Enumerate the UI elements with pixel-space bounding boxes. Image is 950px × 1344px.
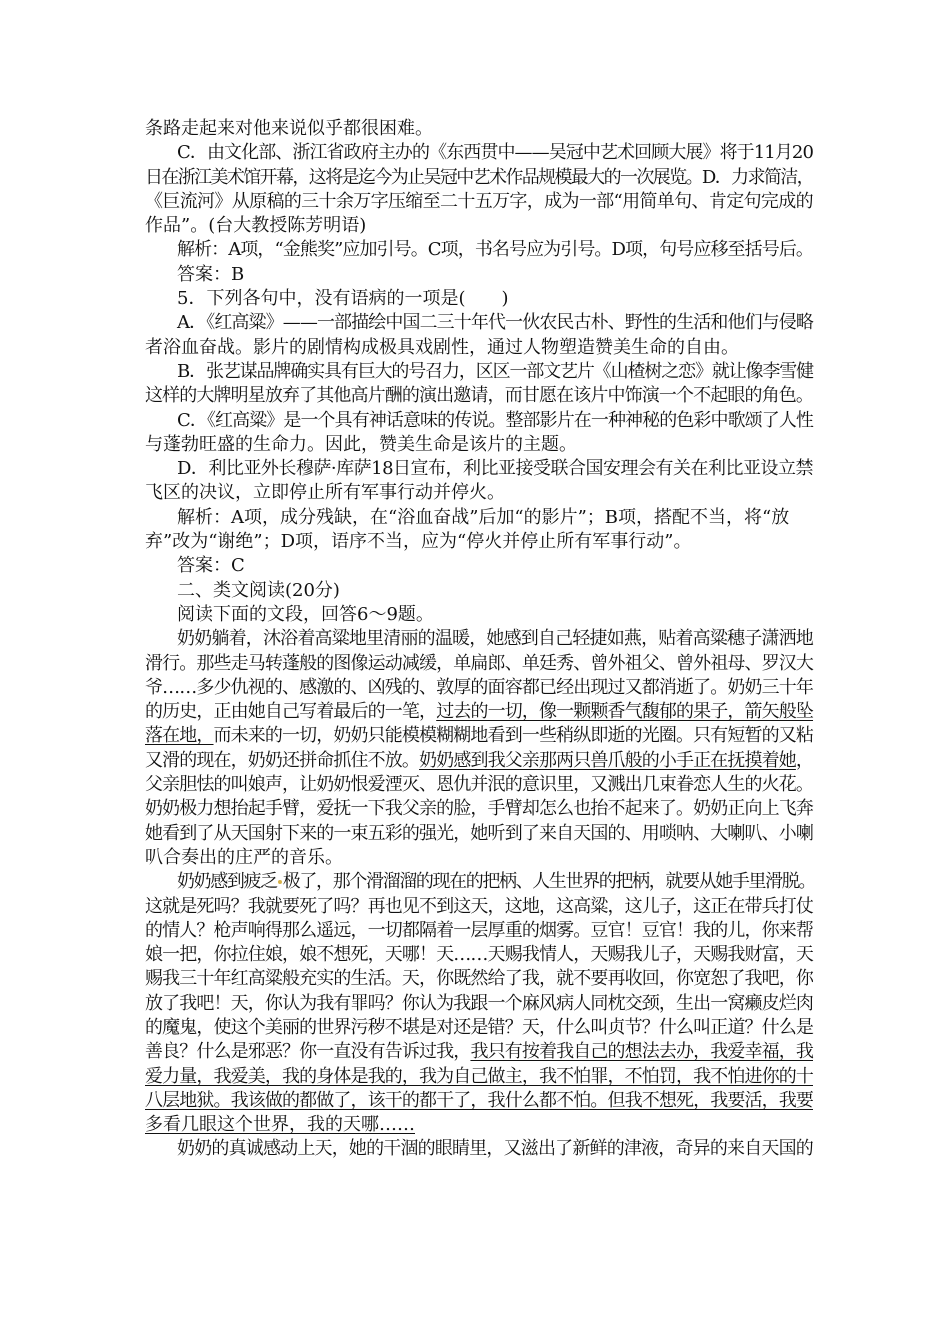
text-segment: 答案：B (177, 263, 245, 285)
text-segment: C．《红高粱》是一个具有神话意味的传说。整部影片在一种神秘的色彩中歌颂了人性 (177, 409, 813, 431)
text-line (145, 895, 813, 919)
text-segment: B．张艺谋品牌确实具有巨大的号召力，区区一部文艺片《山楂树之恋》就让像李雪健 (177, 360, 813, 382)
text-line (145, 433, 813, 457)
text-segment: 奶奶极力想抬起手臂，爱抚一下我父亲的脸，手臂却怎么也抬不起来了。奶奶正向上飞奔 (145, 798, 813, 820)
text-segment: 极了，那个滑溜溜的现在的把柄、人生世界的把柄，就要从她手里滑脱。 (282, 871, 816, 893)
text-line (145, 554, 813, 578)
text-line (145, 579, 813, 603)
text-line (145, 676, 813, 700)
text-line (145, 1089, 813, 1113)
text-line (145, 506, 813, 530)
underlined-text: 多看几眼这个世界，我的天哪…… (145, 1114, 415, 1136)
text-line (145, 1113, 813, 1137)
text-line (145, 724, 813, 748)
text-line (145, 919, 813, 943)
text-segment: 者浴血奋战。影片的剧情构成极具戏剧性，通过人物塑造赞美生命的自由。 (145, 336, 739, 358)
text-segment: 善良？什么是邪恶？你一直没有告诉过我， (145, 1041, 471, 1063)
text-line (145, 627, 813, 651)
text-line (145, 360, 813, 384)
underlined-text: 奶奶感到我父亲那两只兽爪般的小手正在抚摸着她 (419, 749, 796, 771)
text-line (145, 336, 813, 360)
text-segment: 与蓬勃旺盛的生命力。因此，赞美生命是该片的主题。 (145, 433, 577, 455)
text-segment: 这样的大牌明星放弃了其他高片酬的演出邀请，而甘愿在该片中饰演一个不起眼的角色。 (145, 385, 813, 407)
text-segment: 二、类文阅读(20分) (177, 579, 340, 601)
underlined-text: 过去的一切，像一颗颗香气馥郁的果子，箭矢般坠 (436, 701, 814, 723)
text-segment: 答案：C (177, 555, 245, 577)
text-line (145, 652, 813, 676)
text-line (145, 166, 813, 190)
text-segment: D．利比亚外长穆萨·库萨18日宣布，利比亚接受联合国安理会有关在利比亚设立禁 (177, 458, 813, 480)
text-segment: 滑行。那些走马转蓬般的图像运动减缓，单扁郎、单廷秀、曾外祖父、曾外祖母、罗汉大 (145, 652, 813, 674)
text-line (145, 822, 813, 846)
text-segment: 的魔鬼，使这个美丽的世界污秽不堪是对还是错？天，什么叫贞节？什么叫正道？什么是 (145, 1016, 813, 1038)
text-line (145, 141, 813, 165)
text-line (145, 214, 813, 238)
text-line (145, 700, 813, 724)
text-segment: 这就是死吗？我就要死了吗？再也见不到这天，这地，这高粱，这儿子，这正在带兵打仗 (145, 895, 813, 917)
text-segment: 《巨流河》从原稿的三十余万字压缩至二十五万字，成为一部“用简单句、肯定句完成的 (145, 190, 813, 212)
text-line (145, 870, 816, 894)
text-segment: 赐我三十年红高粱般充实的生活。天，你既然给了我，就不要再收回，你宽恕了我吧，你 (145, 968, 813, 990)
text-segment: 条路走起来对他来说似乎都很困难。 (145, 118, 433, 139)
text-segment: 奶奶躺着，沐浴着高粱地里清丽的温暖，她感到自己轻捷如燕，贴着高粱穗子潇洒地 (177, 628, 813, 650)
text-segment: ， (795, 749, 814, 771)
text-segment: 父亲胆怯的叫娘声，让奶奶恨爱湮灭、恩仇并泯的意识里，又溅出几束眷恋人生的火花。 (145, 774, 813, 796)
text-line (145, 773, 813, 797)
text-segment: 奶奶的真诚感动上天，她的干涸的眼睛里，又滋出了新鲜的津液，奇异的来自天国的 (177, 1138, 813, 1160)
text-segment: 作品”。(台大教授陈芳明语) (145, 215, 367, 237)
text-line (145, 384, 813, 408)
text-line (145, 1040, 813, 1064)
text-segment: 叭合奏出的庄严的音乐。 (145, 846, 343, 868)
text-segment: 弃”改为“谢绝”；D项，语序不当，应为“停火并停止所有军事行动”。 (145, 531, 692, 553)
document-body (145, 117, 816, 1162)
ink-dot-mark (278, 880, 282, 884)
text-segment: 的情人？枪声响得那么遥远，一切都隔着一层厚重的烟雾。豆官！豆官！我的儿，你来帮 (145, 919, 813, 941)
text-line (145, 797, 813, 821)
text-line (145, 263, 813, 287)
text-segment: C．由文化部、浙江省政府主办的《东西贯中——吴冠中艺术回顾大展》将于11月20 (177, 142, 814, 164)
text-segment: 解析：A项，成分残缺，在“浴血奋战”后加“的影片”；B项，搭配不当，将“放 (177, 506, 790, 528)
text-line (145, 603, 813, 627)
text-line (145, 846, 813, 870)
text-segment: 放了我吧！天，你认为我有罪吗？你认为我跟一个麻风病人同枕交颈，生出一窝癞皮烂肉 (145, 992, 813, 1014)
text-segment: 阅读下面的文段，回答6～9题。 (177, 603, 434, 625)
underlined-text: 我只有按着我自己的想法去办，我爱幸福，我 (470, 1041, 813, 1063)
text-segment: 又滑的现在，奶奶还拼命抓住不放。 (145, 749, 420, 771)
text-segment: 娘一把，你拉住娘，娘不想死，天哪！天……天赐我情人，天赐我儿子，天赐我财富，天 (145, 944, 813, 966)
text-line (145, 943, 813, 967)
text-segment: 而未来的一切，奶奶只能模模糊糊地看到一些稍纵即逝的光圈。只有短暂的又粘 (213, 725, 813, 747)
text-line (145, 1065, 813, 1089)
text-segment: 解析：A项，“金熊奖”应加引号。C项，书名号应为引号。D项，句号应移至括号后。 (177, 239, 813, 261)
underlined-text: 八层地狱。我该做的都做了，该干的都干了，我什么都不怕。但我不想死，我要活，我要 (145, 1089, 813, 1111)
text-line (145, 967, 813, 991)
text-line (145, 530, 813, 554)
text-segment: 她看到了从天国射下来的一束五彩的强光，她听到了来自天国的、用唢呐、大喇叭、小喇 (145, 822, 813, 844)
text-line (145, 287, 813, 311)
text-line (145, 1137, 813, 1161)
text-segment: 奶奶感到疲乏 (177, 871, 277, 893)
text-line (145, 749, 813, 773)
text-segment: 日在浙江美术馆开幕，这将是迄今为止吴冠中艺术作品规模最大的一次展览。D．力求简洁， (145, 166, 813, 188)
text-line (145, 481, 813, 505)
text-line (145, 190, 813, 214)
text-segment: A．《红高粱》——一部描绘中国二三十年代一伙农民古朴、野性的生活和他们与侵略 (177, 312, 813, 334)
text-segment: 飞区的决议，立即停止所有军事行动并停火。 (145, 482, 505, 504)
text-line (145, 1016, 813, 1040)
underlined-text: 爱力量，我爱美，我的身体是我的，我为自己做主，我不怕罪，不怕罚，我不怕进你的十 (145, 1065, 813, 1087)
text-line (145, 992, 813, 1016)
text-segment: 的历史，正由她自己写着最后的一笔， (145, 701, 437, 723)
text-line (145, 457, 813, 481)
text-segment: 爷……多少仇视的、感激的、凶残的、敦厚的面容都已经出现过又都消逝了。奶奶三十年 (145, 676, 813, 698)
text-line (145, 311, 813, 335)
text-line (145, 117, 813, 141)
text-segment: 5．下列各句中，没有语病的一项是( ) (177, 288, 509, 310)
text-line (145, 238, 813, 262)
text-line (145, 409, 813, 433)
underlined-text: 落在地， (145, 725, 214, 747)
